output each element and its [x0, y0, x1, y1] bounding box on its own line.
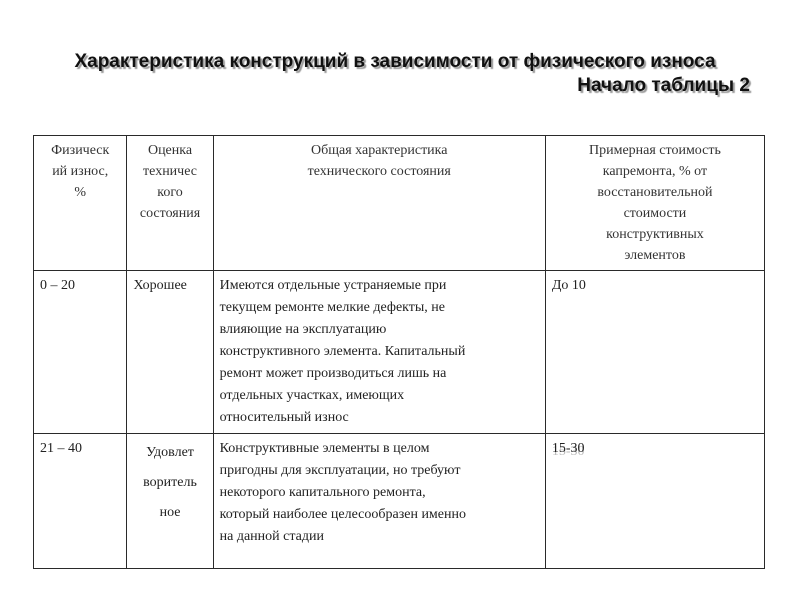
description-line: на данной стадии	[219, 529, 324, 544]
header-technical-state	[127, 136, 213, 271]
header-line: ий износ,	[52, 164, 109, 179]
header-line: техничес	[143, 164, 197, 179]
table-caption: Начало таблицы 2	[577, 75, 750, 96]
table-row	[34, 434, 765, 569]
header-repair-cost	[545, 136, 764, 271]
description-line: ремонт может производиться лишь на	[219, 366, 447, 381]
cell-state	[127, 434, 213, 569]
header-line: технического состояния	[307, 164, 451, 179]
header-line: Физическ	[51, 143, 110, 158]
cell-repair-cost	[545, 434, 764, 569]
header-physical-wear	[34, 136, 127, 271]
header-line: восстановительной	[597, 185, 713, 200]
description-line: относительный износ	[219, 410, 349, 425]
cell-wear-range: 21 – 40	[34, 434, 127, 569]
table-row	[34, 271, 765, 434]
header-line: кого	[157, 185, 183, 200]
state-line: воритель	[143, 475, 197, 490]
header-line: стоимости	[623, 206, 687, 221]
description-line: отдельных участках, имеющих	[219, 388, 405, 403]
title-block	[40, 50, 750, 98]
state-line: Удовлет	[146, 445, 194, 460]
wear-characteristics-table	[33, 135, 765, 569]
description-line: Конструктивные элементы в целом	[219, 441, 430, 456]
cell-description	[213, 271, 545, 434]
description-line: пригодны для эксплуатации, но требуют	[219, 463, 461, 478]
header-line: %	[74, 185, 87, 200]
cell-state: Хорошее	[127, 271, 213, 434]
header-line: элементов	[624, 248, 686, 263]
header-general-characteristic	[213, 136, 545, 271]
description-line: текущем ремонте мелкие дефекты, не	[219, 300, 446, 315]
state-line: ное	[159, 505, 181, 520]
description-line: Имеются отдельные устраняемые при	[219, 278, 447, 293]
table-header-row	[34, 136, 765, 271]
document-title: Характеристика конструкций в зависимости от физического износа	[74, 51, 716, 72]
description-line: конструктивного элемента. Капитальный	[219, 344, 466, 359]
cell-repair-cost: До 10	[545, 271, 764, 434]
cost-value: 15-30	[551, 441, 585, 456]
header-line: Общая характеристика	[311, 143, 448, 158]
header-line: Примерная стоимость	[588, 143, 721, 158]
header-line: Оценка	[147, 143, 193, 158]
cell-wear-range: 0 – 20	[34, 271, 127, 434]
header-line: состояния	[139, 206, 201, 221]
header-line: капремонта, % от	[602, 164, 708, 179]
cell-description	[213, 434, 545, 569]
description-line: который наиболее целесообразен именно	[219, 507, 466, 522]
description-line: некоторого капитального ремонта,	[219, 485, 426, 500]
header-line: конструктивных	[606, 227, 704, 242]
description-line: влияющие на эксплуатацию	[219, 322, 387, 337]
